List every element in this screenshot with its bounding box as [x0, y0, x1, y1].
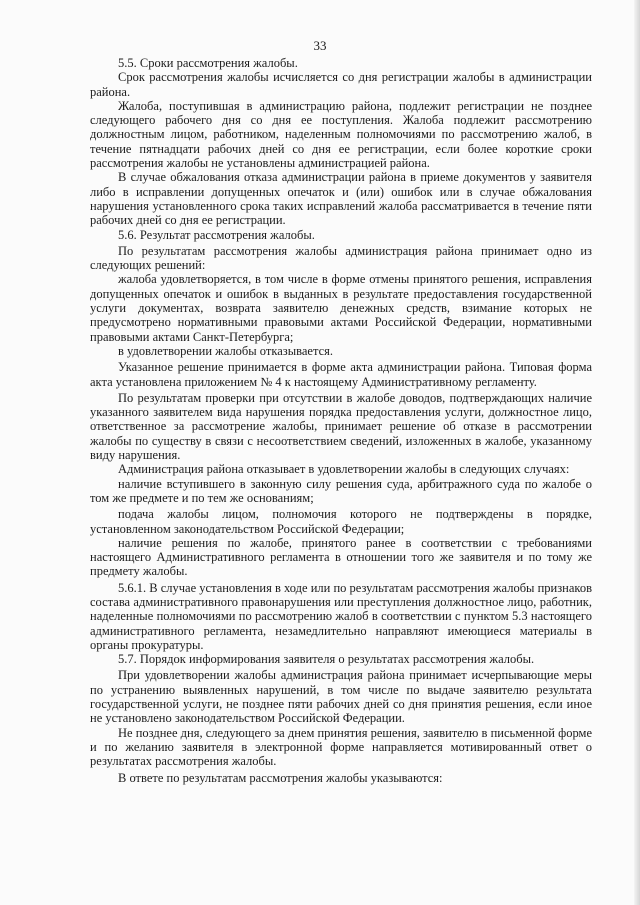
paragraph: По результатам рассмотрения жалобы администрация района принимает одно из следующих решений:: [90, 243, 592, 273]
section-heading-5-5: 5.5. Сроки рассмотрения жалобы.: [118, 56, 298, 70]
list-item: жалоба удовлетворяется, в том числе в форме отмены принятого решения, исправления допущенных опечаток и ошибок в выданных в результате предоставления государственной услуги документах, возврата заявителю денежных средств, взимание которых не предусмотрено нормативными правовыми актами Российской Федерации, нормативными правовыми актами Санкт-Петербурга;: [90, 272, 592, 344]
list-item: в удовлетворении жалобы отказывается.: [118, 343, 333, 358]
paragraph: Не позднее дня, следующего за днем принятия решения, заявителю в письменной форме и по желанию заявителя в электронной форме направляется мотивированный ответ о результатах рассмотрения жалобы.: [90, 725, 592, 769]
paragraph: Администрация района отказывает в удовлетворении жалобы в следующих случаях:: [118, 462, 570, 477]
document-body: [90, 56, 592, 785]
section-heading-5-6: 5.6. Результат рассмотрения жалобы.: [118, 227, 315, 242]
paragraph: По результатам проверки при отсутствии в жалобе доводов, подтверждающих наличие указанного заявителем вида нарушения порядка предоставления услуги, должностное лицо, ответственное за рассмотрение жалобы, принимает решение об отказе в рассмотрении жалобы по существу в связи с несоответствием сведений, изложенных в жалобе, указанному виду нарушения.: [90, 390, 592, 463]
paragraph: Срок рассмотрения жалобы исчисляется со дня регистрации жалобы в администрации района.: [90, 70, 592, 99]
paragraph: В ответе по результатам рассмотрения жалобы указываются:: [118, 770, 443, 785]
paragraph-5-6-1: 5.6.1. В случае установления в ходе или по результатам рассмотрения жалобы признаков состава административного правонарушения или преступления должностное лицо, работник, наделенные полномочиями по рассмотрению жалоб в соответствии с пунктом 5.3 настоящего административного регламента, незамедлительно направляют имеющиеся материалы в органы прокуратуры.: [90, 580, 592, 652]
section-heading-5-7: 5.7. Порядок информирования заявителя о результатах рассмотрения жалобы.: [118, 652, 535, 667]
list-item: наличие решения по жалобе, принятого ранее в соответствии с требованиями настоящего Административного регламента в отношении того же заявителя и по тому же предмету жалобы.: [90, 535, 592, 579]
list-item: подача жалобы лицом, полномочия которого не подтверждены в порядке, установленном законодательством Российской Федерации;: [90, 507, 592, 536]
paragraph: В случае обжалования отказа администрации района в приеме документов у заявителя либо в исправлении допущенных опечаток и (или) ошибок или в случае обжалования нарушения установленного срока таких исправлений жалоба рассматривается в течение пяти рабочих дней со дня ее регистрации.: [90, 170, 592, 228]
page-edge-shadow: [634, 0, 640, 905]
list-item: наличие вступившего в законную силу решения суда, арбитражного суда по жалобе о том же предмете и по тем же основаниям;: [90, 476, 592, 505]
paragraph: Жалоба, поступившая в администрацию района, подлежит регистрации не позднее следующего рабочего дня со дня ее поступления. Жалоба подлежит рассмотрению должностным лицом, работником, наделенным полномочиями по рассмотрению жалоб, в течение пятнадцати рабочих дней со дня ее регистрации, если более короткие сроки рассмотрения жалобы не установлены администрацией района.: [90, 98, 592, 171]
paragraph: Указанное решение принимается в форме акта администрации района. Типовая форма акта установлена приложением № 4 к настоящему Административному регламенту.: [90, 360, 592, 389]
paragraph: При удовлетворении жалобы администрация района принимает исчерпывающие меры по устранению выявленных нарушений, в том числе по выдаче заявителю результата государственной услуги, не позднее пяти рабочих дней со дня принятия решения, если иное не установлено законодательством Российской Федерации.: [90, 668, 592, 726]
page-number: 33: [313, 38, 327, 53]
